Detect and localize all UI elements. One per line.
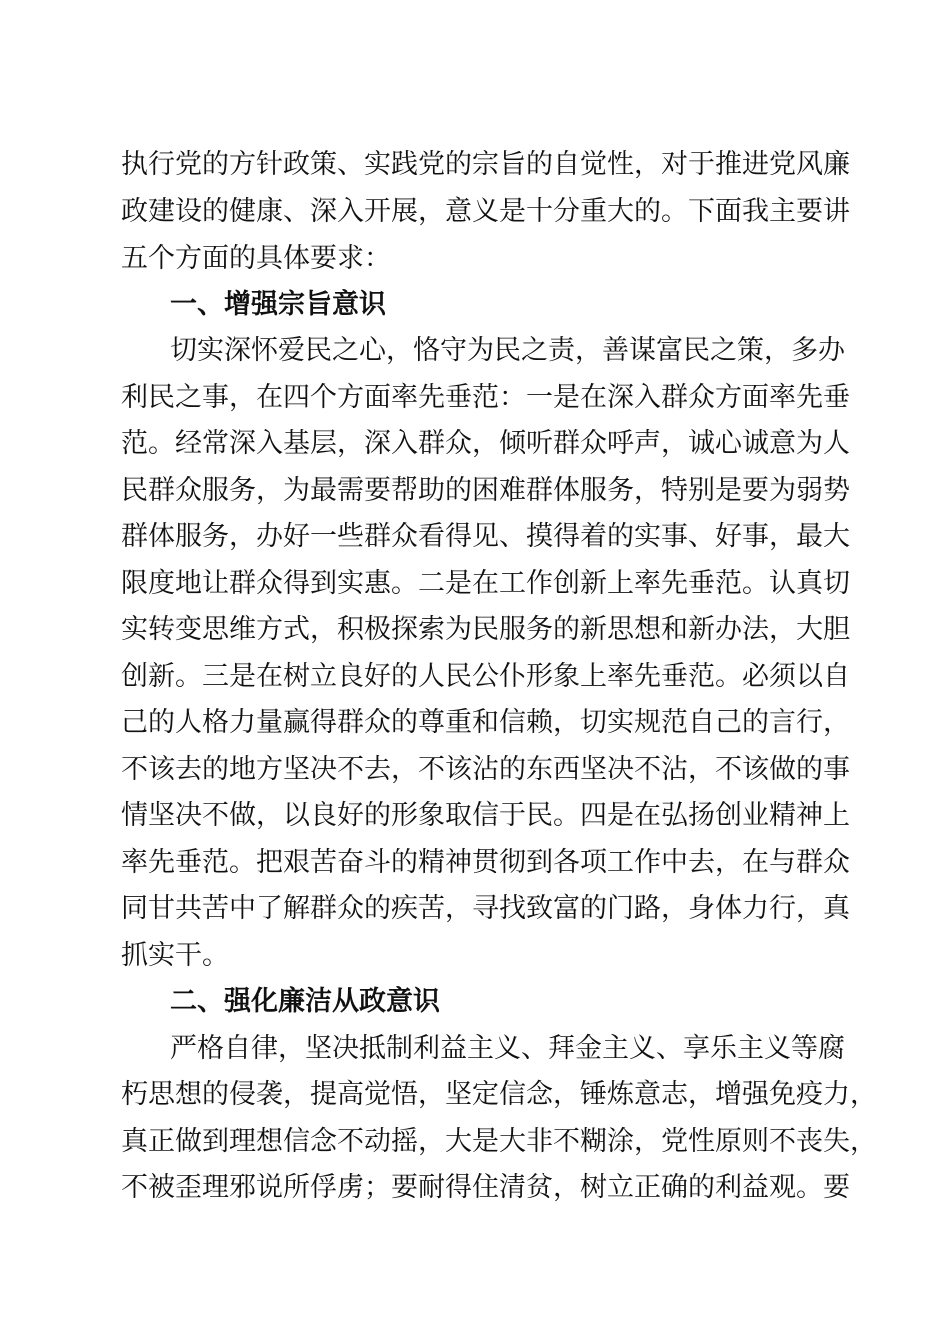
section1-line-3: 范。经常深入基层，深入群众，倾听群众呼声，诚心诚意为人 [121, 428, 850, 459]
section1-line-13: 同甘共苦中了解群众的疾苦，寻找致富的门路，身体力行，真 [121, 893, 850, 924]
section-heading-2: 二、强化廉洁从政意识 [170, 986, 440, 1017]
intro-line-1: 执行党的方针政策、实践党的宗旨的自觉性，对于推进党风廉 [121, 149, 850, 180]
section2-line-3: 真正做到理想信念不动摇，大是大非不糊涂，党性原则不丧失， [121, 1126, 877, 1157]
section1-line-8: 创新。三是在树立良好的人民公仆形象上率先垂范。必须以自 [121, 661, 850, 692]
section2-line-1: 严格自律，坚决抵制利益主义、拜金主义、享乐主义等腐 [170, 1033, 845, 1064]
section1-line-6: 限度地让群众得到实惠。二是在工作创新上率先垂范。认真切 [121, 568, 850, 599]
section1-line-10: 不该去的地方坚决不去，不该沾的东西坚决不沾，不该做的事 [121, 754, 850, 785]
section1-line-7: 实转变思维方式，积极探索为民服务的新思想和新办法，大胆 [121, 614, 850, 645]
intro-line-3: 五个方面的具体要求： [121, 243, 391, 274]
section-heading-1: 一、增强宗旨意识 [170, 289, 386, 320]
section2-line-2: 朽思想的侵袭，提高觉悟，坚定信念，锤炼意志，增强免疫力， [121, 1079, 877, 1110]
section1-line-4: 民群众服务，为最需要帮助的困难群体服务，特别是要为弱势 [121, 475, 850, 506]
intro-line-2: 政建设的健康、深入开展，意义是十分重大的。下面我主要讲 [121, 196, 850, 227]
section1-line-14: 抓实干。 [121, 940, 229, 971]
section1-line-12: 率先垂范。把艰苦奋斗的精神贯彻到各项工作中去，在与群众 [121, 847, 850, 878]
section1-line-11: 情坚决不做，以良好的形象取信于民。四是在弘扬创业精神上 [121, 800, 850, 831]
section1-line-5: 群体服务，办好一些群众看得见、摸得着的实事、好事，最大 [121, 521, 850, 552]
section2-line-4: 不被歪理邪说所俘虏；要耐得住清贫，树立正确的利益观。要 [121, 1172, 850, 1203]
section1-line-1: 切实深怀爱民之心，恪守为民之责，善谋富民之策，多办 [170, 335, 845, 366]
section1-line-2: 利民之事，在四个方面率先垂范：一是在深入群众方面率先垂 [121, 382, 850, 413]
section1-line-9: 己的人格力量赢得群众的尊重和信赖，切实规范自己的言行， [121, 707, 850, 738]
